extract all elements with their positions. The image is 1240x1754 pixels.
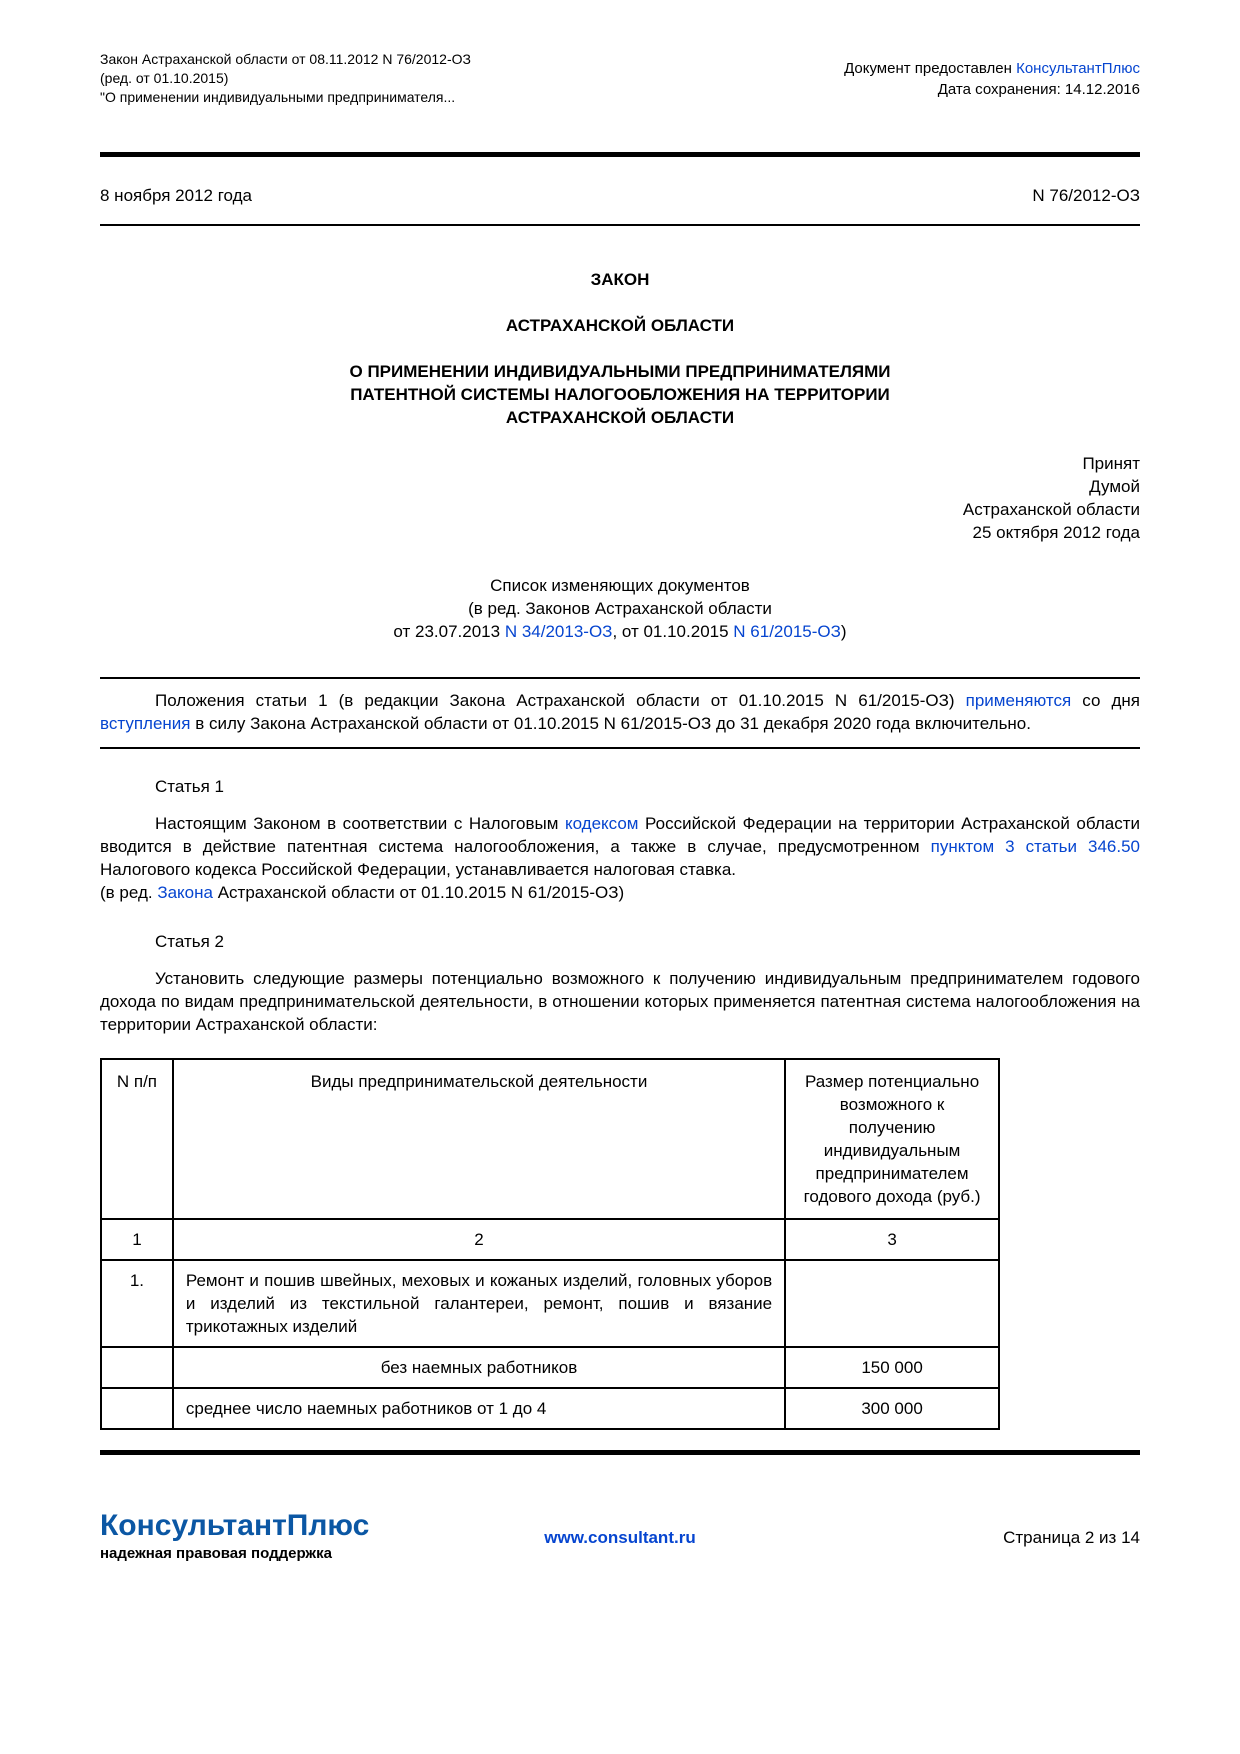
adopted-line-4: 25 октября 2012 года (972, 523, 1140, 542)
adopted-line-1: Принят (1082, 454, 1140, 473)
amendments-line-2: (в ред. Законов Астраханской области (468, 599, 772, 618)
provided-by-line (844, 58, 1140, 79)
table-cell-activity: без наемных работников (173, 1347, 785, 1388)
inline-link[interactable]: применяются (965, 691, 1072, 710)
doc-number: N 76/2012-ОЗ (1032, 186, 1140, 205)
provided-by-block (844, 50, 1140, 100)
divider-thick-top (100, 152, 1140, 157)
doc-date: 8 ноября 2012 года (100, 186, 252, 205)
article-1-title: Статья 1 (155, 777, 224, 796)
text-segment: от 23.07.2013 (393, 622, 505, 641)
inline-link[interactable]: вступления (100, 714, 191, 733)
amendments-title: Список изменяющих документов (490, 576, 750, 595)
consultant-site-link[interactable]: www.consultant.ru (544, 1528, 696, 1547)
divider-thin-3 (100, 747, 1140, 749)
article-1-ed-note (100, 881, 1140, 904)
table-cell-activity: среднее число наемных работников от 1 до 4 (173, 1388, 785, 1429)
doc-title-line-1: О ПРИМЕНЕНИИ ИНДИВИДУАЛЬНЫМИ ПРЕДПРИНИМАТЕЛЯМИ (349, 362, 891, 381)
consultantplus-logo (100, 1510, 447, 1562)
table-cell-num: 1. (101, 1260, 173, 1347)
adopted-block (100, 452, 1140, 544)
text-segment: Настоящим Законом в соответствии с Налоговым (155, 814, 565, 833)
divider-thick-bottom (100, 1450, 1140, 1455)
amendments-line-3 (100, 620, 1140, 643)
amendments-block (100, 574, 1140, 643)
text-segment: (в ред. (100, 883, 158, 902)
table-cell-amount: 300 000 (785, 1388, 999, 1429)
doc-title-line-2: ПАТЕНТНОЙ СИСТЕМЫ НАЛОГООБЛОЖЕНИЯ НА ТЕРРИТОРИИ (350, 385, 890, 404)
provided-by-text: Документ предоставлен (844, 60, 1017, 77)
text-segment: Положения статьи 1 (в редакции Закона Астраханской области от 01.10.2015 N 61/2015-ОЗ) (155, 691, 966, 710)
doc-title-line-3: АСТРАХАНСКОЙ ОБЛАСТИ (505, 408, 735, 427)
table-header-activity: Виды предпринимательской деятельности (173, 1059, 785, 1219)
page-indicator: Страница 2 из 14 (1003, 1528, 1140, 1547)
article-2-title: Статья 2 (155, 932, 224, 951)
doc-reference-line-1: Закон Астраханской области от 08.11.2012 N 76/2012-ОЗ (100, 51, 471, 67)
table-cell-num (101, 1388, 173, 1429)
inline-link[interactable]: N 61/2015-ОЗ (733, 622, 841, 641)
text-segment: Налогового кодекса Российской Федерации, устанавливается налоговая ставка. (100, 860, 737, 879)
table-header-amount: Размер потенциально возможного к получению индивидуальным предпринимателем годового дохода (руб.) (785, 1059, 999, 1219)
table-row (101, 1260, 999, 1347)
doc-reference-line-2: (ред. от 01.10.2015) (100, 70, 229, 86)
page-header (100, 50, 1140, 107)
divider-thin-1 (100, 224, 1140, 226)
page-footer (100, 1510, 1140, 1562)
table-cell-activity: Ремонт и пошив швейных, меховых и кожаных изделий, головных уборов и изделий из текстильной галантереи, ремонт, пошив и вязание трикотажных изделий (173, 1260, 785, 1347)
table-index-1: 1 (101, 1219, 173, 1260)
table-row (101, 1347, 999, 1388)
footer-site-block (447, 1528, 794, 1562)
logo-title: КонсультантПлюс (100, 1509, 370, 1542)
text-segment: со дня (1071, 691, 1141, 710)
table-header-num: N п/п (101, 1059, 173, 1219)
adopted-line-3: Астраханской области (962, 500, 1140, 519)
doc-region-heading: АСТРАХАНСКОЙ ОБЛАСТИ (505, 316, 735, 335)
doc-title (100, 360, 1140, 429)
inline-link[interactable]: Закона (157, 883, 213, 902)
text-segment: в силу Закона Астраханской области от 01.10.2015 N 61/2015-ОЗ до 31 декабря 2020 года включительно. (190, 714, 1031, 733)
text-segment: Астраханской области от 01.10.2015 N 61/2015-ОЗ) (212, 883, 625, 902)
table-header-row (101, 1059, 999, 1219)
table-cell-amount (785, 1260, 999, 1347)
text-segment: Российской Федерации на территории Астраханской области вводится в действие патентная система налогообложения, а также в случае, предусмотренном (100, 814, 1141, 856)
doc-reference (100, 50, 471, 107)
text-segment: ) (840, 622, 847, 641)
logo-subtitle: надежная правовая поддержка (100, 1545, 332, 1562)
consultantplus-link[interactable]: КонсультантПлюс (1016, 60, 1140, 77)
doc-type-heading: ЗАКОН (590, 270, 650, 289)
text-segment: , от 01.10.2015 (612, 622, 734, 641)
date-number-row (100, 184, 1140, 207)
save-date: Дата сохранения: 14.12.2016 (937, 81, 1140, 98)
table-index-3: 3 (785, 1219, 999, 1260)
inline-link[interactable]: пунктом 3 статьи 346.50 (930, 837, 1141, 856)
income-table (100, 1058, 1000, 1430)
inline-link[interactable]: N 34/2013-ОЗ (504, 622, 613, 641)
article-2-paragraph: Установить следующие размеры потенциально возможного к получению индивидуальным предпринимателем годового дохода по видам предпринимательской деятельности, в отношении которых применяется патентная система налогообложения на территории Астраханской области: (100, 969, 1140, 1034)
table-cell-num (101, 1347, 173, 1388)
note-paragraph (100, 689, 1140, 735)
doc-reference-line-3: "О применении индивидуальными предпринимателя... (100, 89, 456, 105)
table-cell-amount: 150 000 (785, 1347, 999, 1388)
table-index-2: 2 (173, 1219, 785, 1260)
divider-thin-2 (100, 677, 1140, 679)
inline-link[interactable]: кодексом (564, 814, 639, 833)
adopted-line-2: Думой (1089, 477, 1140, 496)
article-1-paragraph (100, 812, 1140, 881)
table-row (101, 1388, 999, 1429)
table-index-row (101, 1219, 999, 1260)
